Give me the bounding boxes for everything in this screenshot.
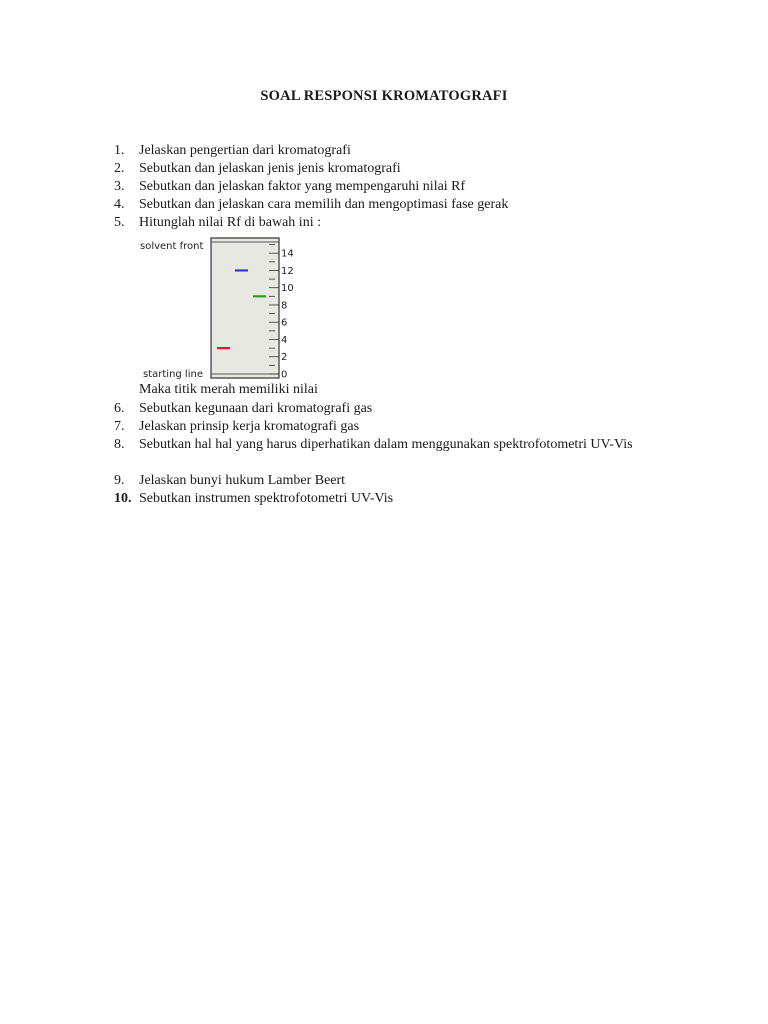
question-number: 9. [114,473,125,488]
scale-tick-label: 4 [281,334,288,346]
question-text: Jelaskan prinsip kerja kromatografi gas [139,419,360,434]
document-title: SOAL RESPONSI KROMATOGRAFI [260,88,508,104]
tlc-plate [211,238,279,378]
question-number: 1. [114,143,125,158]
question-text: Sebutkan hal hal yang harus diperhatikan dalam menggunakan spektrofotometri UV-Vis [139,437,633,452]
scale-tick-label: 6 [281,317,288,329]
scale-tick-label: 2 [281,352,288,364]
question-text: Sebutkan dan jelaskan cara memilih dan mengoptimasi fase gerak [139,197,509,212]
question-text: Sebutkan instrumen spektrofotometri UV-Vis [139,491,394,506]
question-number: 8. [114,437,125,452]
tlc-plate-diagram [140,236,330,382]
question-number: 5. [114,215,125,230]
question-number: 10. [114,491,132,506]
scale-tick-label: 14 [281,248,294,260]
question-text: Sebutkan kegunaan dari kromatografi gas [139,401,373,416]
question-text: Sebutkan dan jelaskan jenis jenis kromatografi [139,161,401,176]
scale-tick-label: 0 [281,369,288,381]
scale-tick-label: 12 [281,265,294,277]
question-text: Hitunglah nilai Rf di bawah ini : [139,215,321,230]
starting-line-label: starting line [143,369,203,380]
scale-tick-label: 8 [281,300,288,312]
question-number: 4. [114,197,125,212]
question-text: Sebutkan dan jelaskan faktor yang mempengaruhi nilai Rf [139,179,466,194]
question-text: Jelaskan bunyi hukum Lamber Beert [139,473,346,488]
figure-question-text: Maka titik merah memiliki nilai [139,382,318,397]
question-number: 2. [114,161,125,176]
solvent-front-label: solvent front [140,241,204,252]
question-number: 3. [114,179,125,194]
tlc-figure [140,236,330,382]
question-number: 7. [114,419,125,434]
question-number: 6. [114,401,125,416]
scale-tick-label: 10 [281,283,294,295]
question-text: Jelaskan pengertian dari kromatografi [139,143,351,158]
